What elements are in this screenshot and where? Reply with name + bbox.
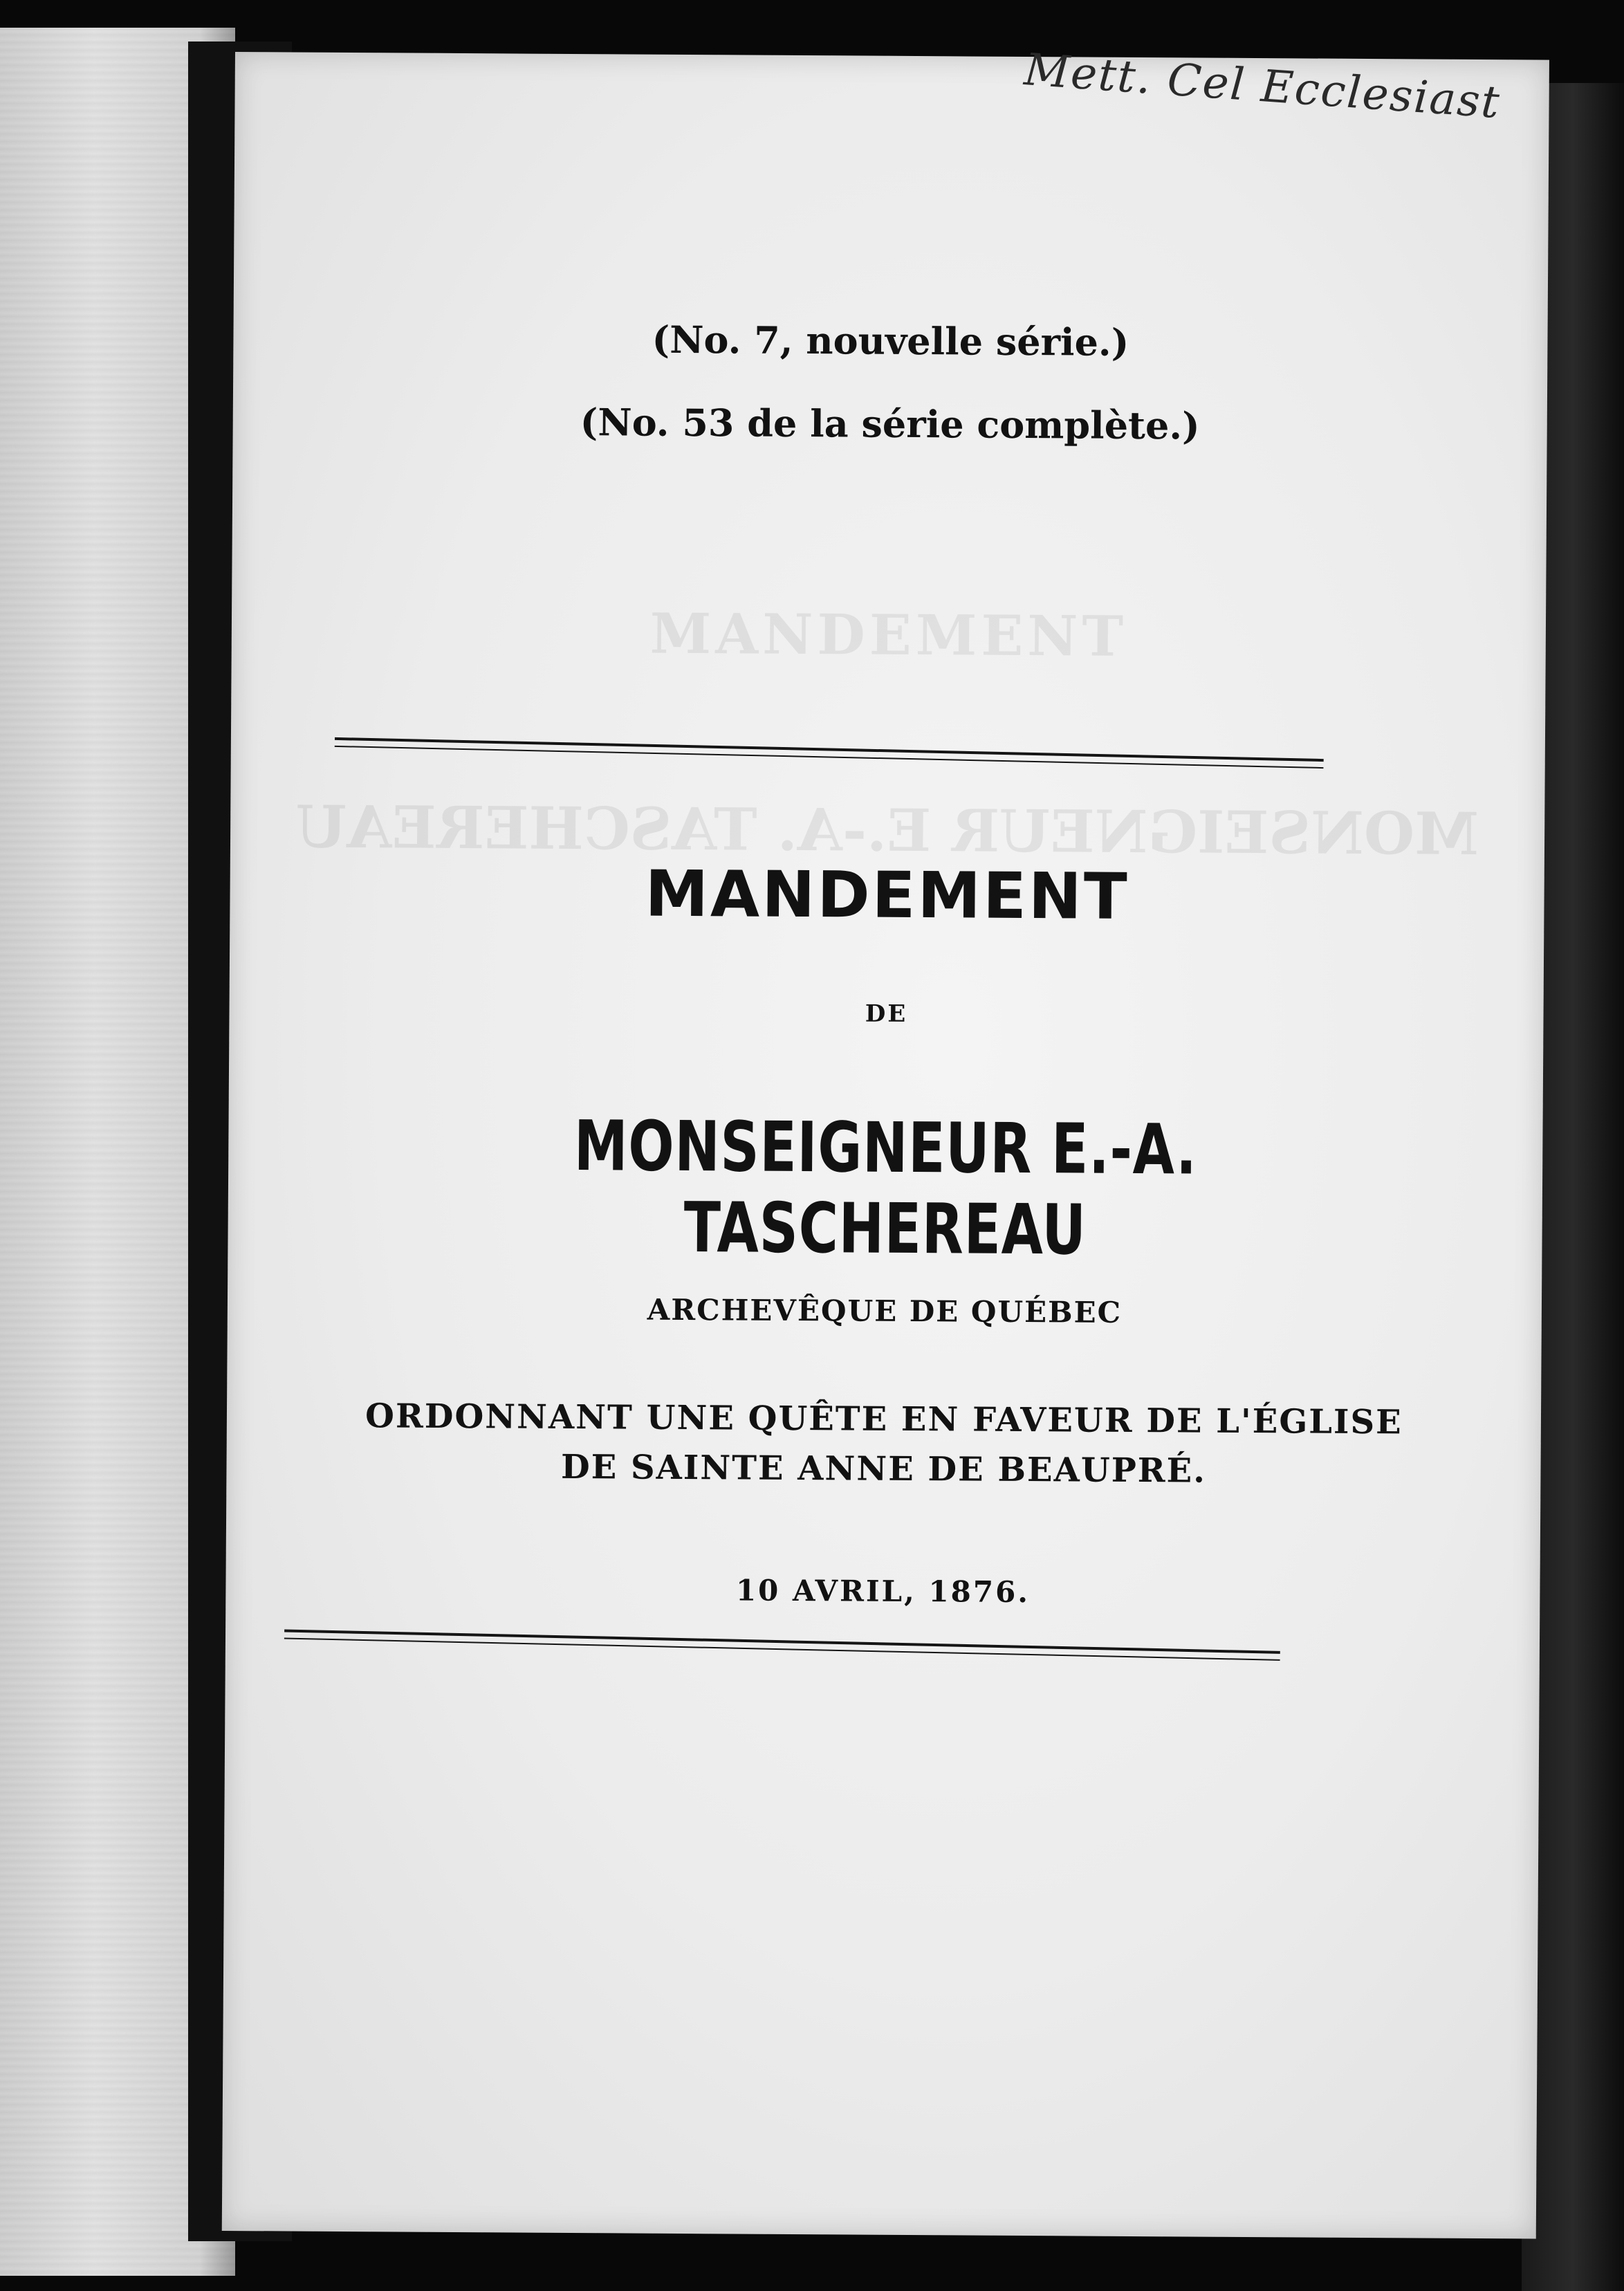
series-complete-number: (No. 53 de la série complète.) [580,400,1200,448]
author-title: ARCHEVÊQUE DE QUÉBEC [647,1292,1123,1329]
document-date: 10 AVRIL, 1876. [735,1573,1031,1610]
purpose-line-2: DE SAINTE ANNE DE BEAUPRÉ. [560,1447,1207,1491]
author-name: MONSEIGNEUR E.-A. TASCHEREAU [573,1105,1198,1271]
series-number: (No. 7, nouvelle série.) [652,317,1129,365]
purpose-line-1: ORDONNANT UNE QUÊTE EN FAVEUR DE L'ÉGLISE [365,1397,1403,1442]
bleed-through-text: MONSEIGNEUR E.-A. TASCHEREAU [295,792,1479,869]
double-rule-bottom [284,1629,1280,1660]
double-rule-top [335,737,1324,769]
bleed-through-text: MANDEMENT [649,600,1128,669]
title-page [222,52,1549,2239]
title-connector: DE [865,1000,908,1028]
document-title: MANDEMENT [645,856,1129,934]
document-purpose [226,1390,1541,1498]
handwritten-annotation: Mett. Cel Ecclesiast [1022,44,1502,129]
